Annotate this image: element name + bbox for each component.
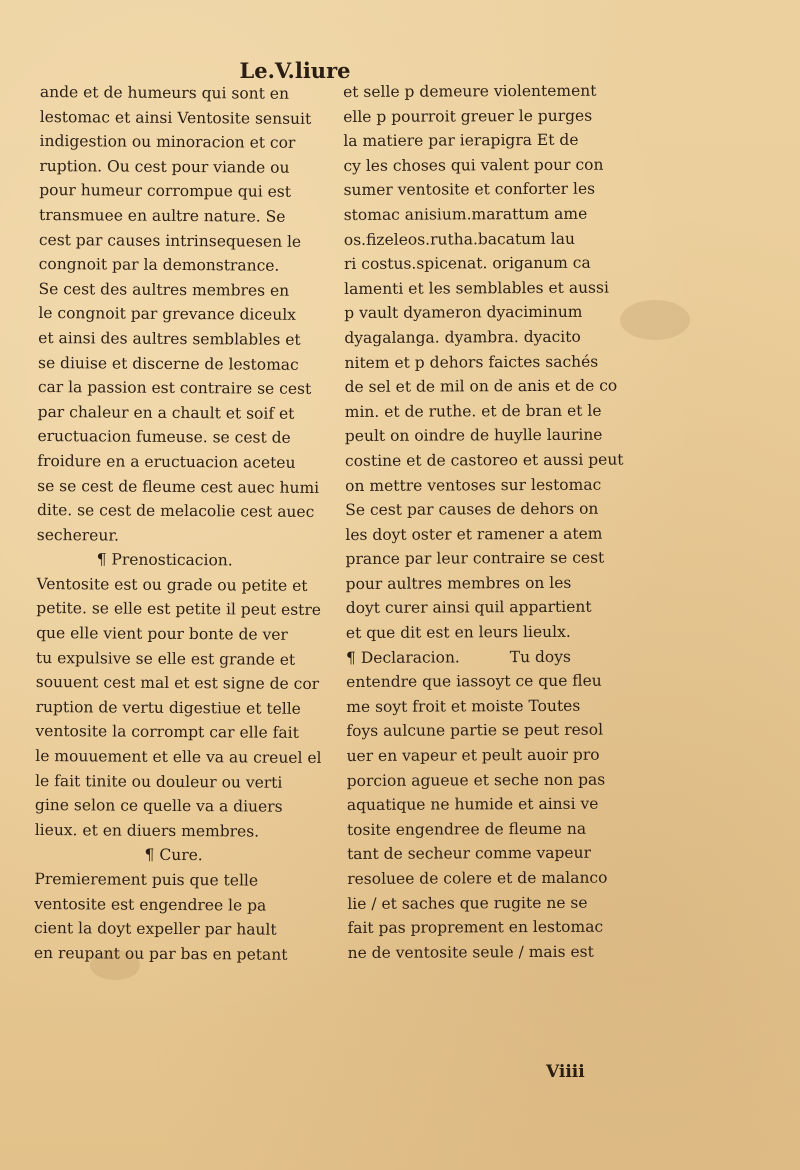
text-line: pour aultres membres on les — [345, 573, 572, 593]
rubric-declaracion: ¶ Declaracion. Tu doys — [345, 647, 571, 667]
text-line: foys aulcune partie se peut resol — [346, 721, 604, 741]
rubric-cure: ¶ Cure. — [144, 846, 203, 865]
text-line: gine selon ce quelle va a diuers — [34, 796, 283, 816]
text-line: nitem et p dehors faictes sachés — [344, 352, 599, 372]
text-line: les doyt oster et ramener a atem — [345, 524, 603, 544]
text-line: et selle p demeure violentement — [343, 81, 597, 101]
text-line: ruption de vertu digestiue et telle — [35, 697, 301, 718]
text-line: car la passion est contraire se cest — [37, 378, 312, 399]
text-line: souuent cest mal et est signe de cor — [35, 673, 320, 694]
text-line: ruption. Ou cest pour viande ou — [39, 156, 290, 177]
right-paragraph-2 — [346, 668, 693, 965]
text-line: peult on oindre de huylle laurine — [344, 425, 603, 446]
signature-mark: Viiii — [546, 1062, 585, 1082]
text-line: uer en vapeur et peult auoir pro — [346, 745, 600, 766]
text-line: le congnoit par grevance diceulx — [38, 304, 297, 325]
text-line: lamenti et les semblables et aussi — [344, 278, 609, 298]
text-line: tu expulsive se elle est grande et — [35, 648, 296, 669]
text-line: ventosite est engendree le pa — [34, 894, 267, 915]
text-line: sumer ventosite et conforter les — [343, 180, 596, 200]
text-line: costine et de castoreo et aussi peut — [344, 450, 624, 470]
text-line: Se cest des aultres membres en — [38, 279, 290, 300]
left-paragraph-2 — [35, 572, 357, 845]
text-line: porcion agueue et seche non pas — [346, 770, 606, 790]
text-line: dyagalanga. dyambra. dyacito — [344, 327, 581, 347]
text-line: le mouuement et elle va au creuel el — [35, 747, 322, 768]
text-line: se se cest de fleume cest auec humi — [37, 476, 320, 497]
text-line: min. et de ruthe. et de bran et le — [344, 401, 602, 421]
text-line: cest par causes intrinsequesen le — [38, 230, 302, 251]
text-line: tant de secheur comme vapeur — [347, 844, 592, 864]
text-line: ri costus.spicenat. origanum ca — [343, 253, 591, 274]
text-line: par chaleur en a chault et soif et — [37, 402, 295, 423]
text-line: lestomac et ainsi Ventosite sensuit — [39, 107, 312, 128]
text-line: le fait tinite ou douleur ou verti — [35, 771, 283, 792]
text-line: sechereur. — [36, 525, 120, 545]
text-line: p vault dyameron dyaciminum — [344, 303, 583, 323]
text-line: os.fizeleos.rutha.bacatum lau — [343, 229, 575, 249]
text-line: Se cest par causes de dehors on — [345, 499, 599, 520]
right-paragraph-1 — [343, 78, 691, 645]
text-line: on mettre ventoses sur lestomac — [345, 475, 602, 495]
right-column — [343, 78, 693, 965]
text-line: de sel et de mil on de anis et de co — [344, 376, 618, 397]
text-line: elle p pourroit greuer le purges — [343, 106, 593, 126]
left-paragraph-3 — [34, 867, 355, 968]
text-line: tosite engendree de fleume na — [346, 819, 587, 839]
text-line: prance par leur contraire se cest — [345, 548, 605, 569]
text-line: me soyt froit et moiste Toutes — [346, 696, 581, 716]
text-line: se diuise et discerne de lestomac — [37, 353, 299, 374]
text-line: froidure en a eructuacion aceteu — [37, 451, 296, 472]
text-line: lie / et saches que rugite ne se — [347, 893, 588, 913]
text-line: ande et de humeurs qui sont en — [39, 82, 290, 103]
text-line: et ainsi des aultres semblables et — [38, 328, 301, 349]
text-line: congnoit par la demonstrance. — [38, 255, 280, 275]
text-line: stomac anisium.marattum ame — [343, 204, 588, 224]
text-line: indigestion ou minoracion et cor — [39, 132, 296, 152]
text-line: et que dit est en leurs lieulx. — [345, 622, 571, 643]
text-line: que elle vient pour bonte de ver — [36, 624, 288, 644]
rubric-prenosticacion: ¶ Prenosticacion. — [96, 550, 233, 570]
text-line: cy les choses qui valent pour con — [343, 155, 604, 175]
text-line: ne de ventosite seule / mais est — [347, 942, 594, 962]
running-head: Le.V.liure — [239, 58, 351, 83]
text-line: cient la doyt expeller par hault — [34, 919, 277, 939]
text-line: la matiere par ierapigra Et de — [343, 130, 579, 151]
text-line: doyt curer ainsi quil appartient — [345, 598, 592, 618]
text-line: dite. se cest de melacolie cest auec — [36, 501, 315, 522]
text-line: petite. se elle est petite il peut estre — [36, 599, 322, 620]
text-line: transmuee en aultre nature. Se — [38, 205, 286, 226]
text-line: ventosite la corrompt car elle fait — [35, 722, 299, 743]
left-column — [34, 80, 360, 968]
text-line: pour humeur corrompue qui est — [39, 181, 292, 202]
text-line: resoluee de colere et de malanco — [347, 868, 608, 888]
left-paragraph-1 — [37, 80, 360, 550]
text-line: Premierement puis que telle — [34, 869, 259, 890]
text-line: en reupant ou par bas en petant — [33, 943, 288, 964]
text-line: entendre que iassoyt ce que fleu — [346, 671, 602, 692]
text-line: aquatique ne humide et ainsi ve — [346, 794, 599, 815]
text-line: lieux. et en diuers membres. — [34, 820, 260, 841]
text-line: Ventosite est ou grade ou petite et — [36, 574, 308, 595]
text-line: fait pas proprement en lestomac — [347, 917, 604, 938]
text-line: eructuacion fumeuse. se cest de — [37, 427, 291, 448]
